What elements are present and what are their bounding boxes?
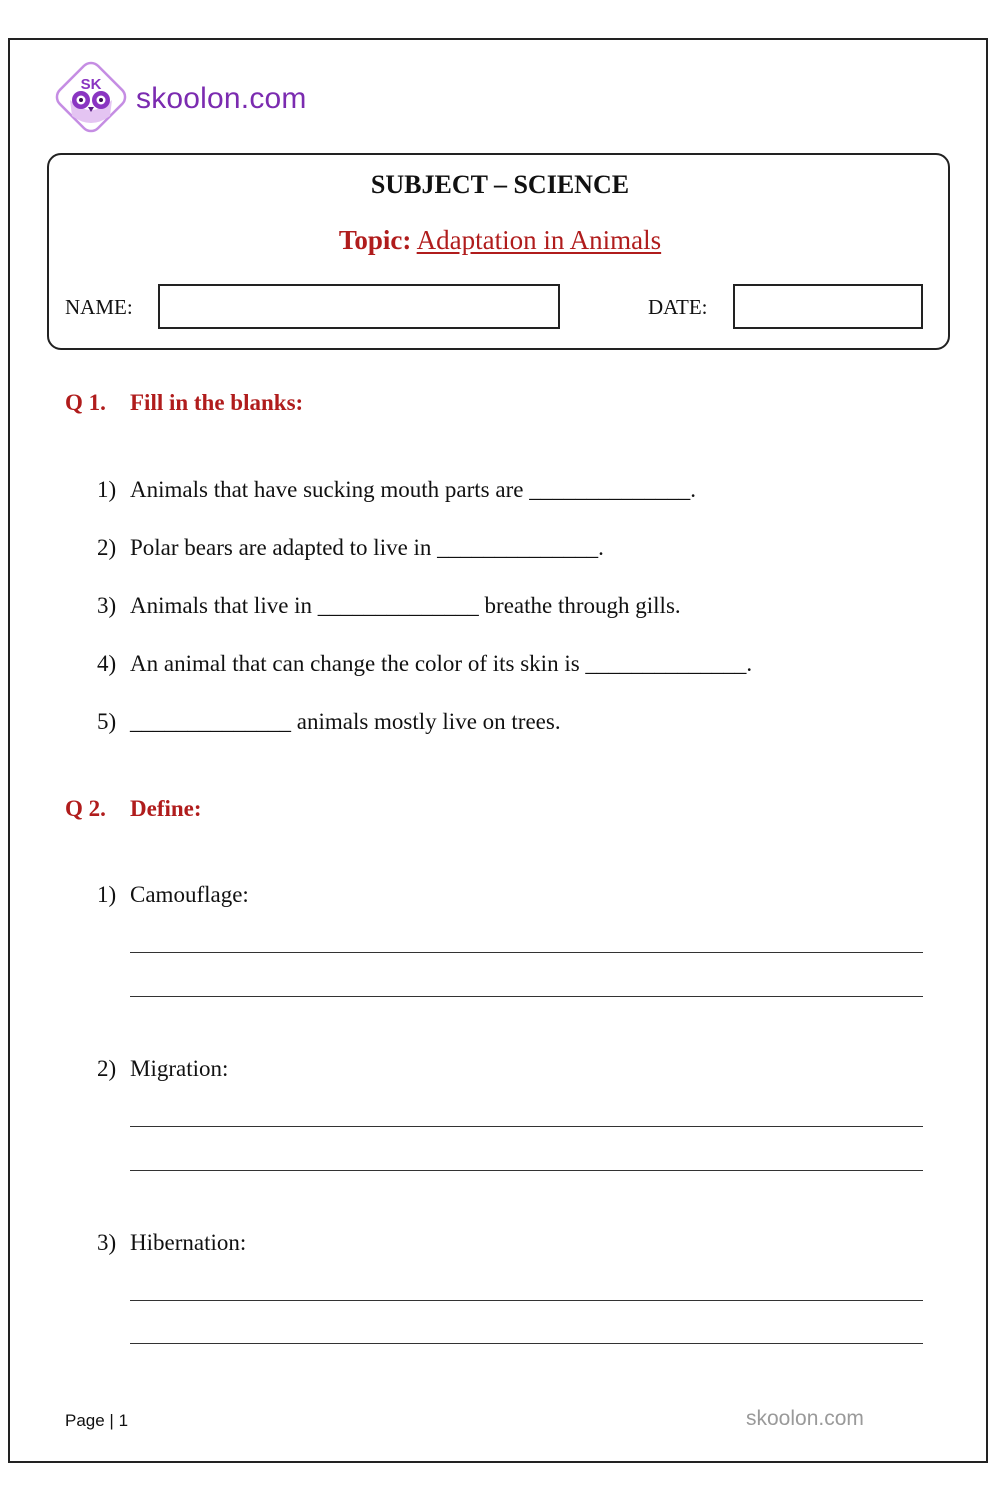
- q2-number: Q 2.: [65, 796, 106, 821]
- answer-line[interactable]: [130, 1170, 923, 1171]
- skoolon-owl-logo-icon: [50, 56, 132, 138]
- item-number: 5): [97, 709, 117, 734]
- brand-name: skoolon.com: [136, 82, 307, 115]
- item-text: Hibernation:: [130, 1230, 247, 1255]
- footer-site: skoolon.com: [746, 1407, 864, 1430]
- name-label: NAME:: [65, 295, 133, 319]
- item-text: An animal that can change the color of its skin is ______________.: [130, 651, 753, 676]
- item-number: 2): [97, 535, 117, 560]
- q1-item-5: [97, 709, 561, 735]
- q1-item-3: [97, 593, 681, 619]
- answer-line[interactable]: [130, 1343, 923, 1344]
- q1-title: Fill in the blanks:: [130, 390, 304, 415]
- item-number: 4): [97, 651, 117, 676]
- item-text: Camouflage:: [130, 882, 249, 907]
- item-text: Polar bears are adapted to live in ______________.: [130, 535, 604, 560]
- item-number: 3): [97, 593, 117, 618]
- q2-item-1: [97, 882, 249, 908]
- topic-line: [0, 225, 1000, 256]
- answer-line[interactable]: [130, 1300, 923, 1301]
- date-field[interactable]: [733, 284, 923, 329]
- q1-number: Q 1.: [65, 390, 106, 415]
- item-text: Migration:: [130, 1056, 229, 1081]
- answer-line[interactable]: [130, 952, 923, 953]
- item-text: Animals that live in ______________ breathe through gills.: [130, 593, 681, 618]
- q1-item-4: [97, 651, 752, 677]
- q1-heading: [65, 390, 303, 416]
- topic-value: Adaptation in Animals: [416, 225, 662, 255]
- page-number: Page | 1: [65, 1411, 129, 1430]
- date-label: DATE:: [648, 295, 708, 319]
- item-text: Animals that have sucking mouth parts are ______________.: [130, 477, 696, 502]
- q2-title: Define:: [130, 796, 202, 821]
- item-number: 3): [97, 1230, 117, 1255]
- item-text: ______________ animals mostly live on trees.: [130, 709, 561, 734]
- q2-item-3: [97, 1230, 246, 1256]
- item-number: 1): [97, 477, 117, 502]
- name-field[interactable]: [158, 284, 560, 329]
- svg-text:SK: SK: [80, 76, 102, 93]
- topic-label: Topic:: [338, 225, 412, 255]
- answer-line[interactable]: [130, 1126, 923, 1127]
- subject-title: SUBJECT – SCIENCE: [370, 170, 630, 199]
- item-number: 1): [97, 882, 117, 907]
- q1-item-1: [97, 477, 696, 503]
- q2-item-2: [97, 1056, 228, 1082]
- q1-item-2: [97, 535, 604, 561]
- item-number: 2): [97, 1056, 117, 1081]
- answer-line[interactable]: [130, 996, 923, 997]
- q2-heading: [65, 796, 202, 822]
